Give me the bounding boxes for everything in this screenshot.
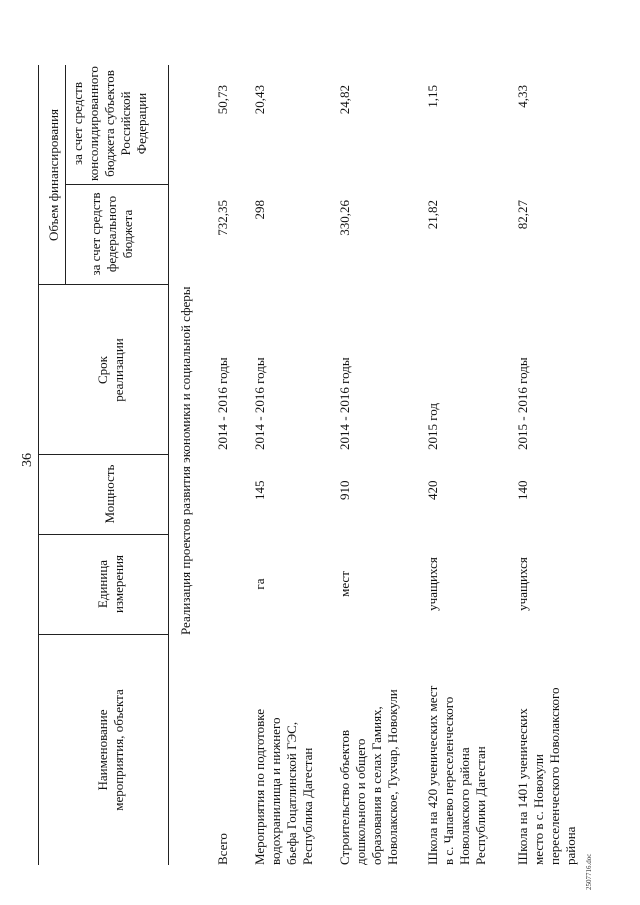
col-divider-4	[38, 284, 168, 285]
row-name: Школа на 1401 ученических место в с. Новокули переселенческого Новолакского района	[515, 687, 578, 865]
row-federal: 21,82	[425, 200, 440, 230]
row-regional: 20,43	[252, 85, 267, 115]
row-unit: учащихся	[425, 557, 440, 611]
col-divider-5	[65, 184, 168, 185]
header-bottom-rule	[168, 65, 169, 865]
row-name: Мероприятия по подготовке водохранилища и нижнего бьефа Гоцатлинской ГЭС, Республика Дагестан	[252, 708, 315, 865]
row-federal: 732,35	[215, 200, 230, 236]
row-federal: 330,26	[337, 200, 352, 236]
header-funding: Объем финансирования	[46, 108, 61, 242]
header-name: Наименование мероприятия, объекта	[95, 689, 126, 811]
row-unit: га	[252, 578, 267, 590]
row-name: Строительство объектов дошкольного и общего образования в селах Гамиях, Новолакское, Тухчар, Новокули	[337, 689, 400, 865]
row-period: 2014 - 2016 годы	[337, 357, 352, 450]
row-period: 2015 - 2016 годы	[515, 357, 530, 450]
col-divider-3	[38, 454, 168, 455]
row-unit: мест	[337, 571, 352, 597]
row-capacity: 420	[425, 480, 440, 500]
row-regional: 24,82	[337, 85, 352, 115]
col-divider-1	[38, 634, 168, 635]
section-title: Реализация проектов развития экономики и социальной сферы	[178, 286, 193, 635]
page-number: 36	[20, 453, 35, 467]
row-name: Всего	[215, 833, 230, 865]
row-name: Школа на 420 ученических мест в с. Чапаево переселенческого Новолакского района Республики Дагестан	[425, 685, 488, 865]
col-divider-2	[38, 534, 168, 535]
table-top-rule	[38, 65, 39, 865]
funding-subheader-rule	[65, 65, 66, 285]
row-period: 2015 год	[425, 403, 440, 450]
row-period: 2014 - 2016 годы	[252, 357, 267, 450]
row-capacity: 145	[252, 480, 267, 500]
row-federal: 82,27	[515, 200, 530, 230]
header-federal: за счет средств федерального бюджета	[88, 192, 135, 276]
header-unit: Единица измерения	[95, 554, 126, 614]
header-period: Срок реализации	[95, 338, 126, 402]
row-federal: 298	[252, 200, 267, 220]
header-regional: за счет средств консолидированного бюджета субъектов Российской Федерации	[70, 66, 149, 181]
row-unit: учащихся	[515, 557, 530, 611]
row-regional: 4,33	[515, 85, 530, 108]
row-capacity: 910	[337, 480, 352, 500]
rotated-page	[20, 30, 630, 880]
row-regional: 50,73	[215, 85, 230, 115]
row-capacity: 140	[515, 480, 530, 500]
doc-code-label: 2507716.doc	[585, 853, 593, 890]
header-capacity: Мощность	[102, 464, 117, 524]
row-period: 2014 - 2016 годы	[215, 357, 230, 450]
row-regional: 1,15	[425, 85, 440, 108]
